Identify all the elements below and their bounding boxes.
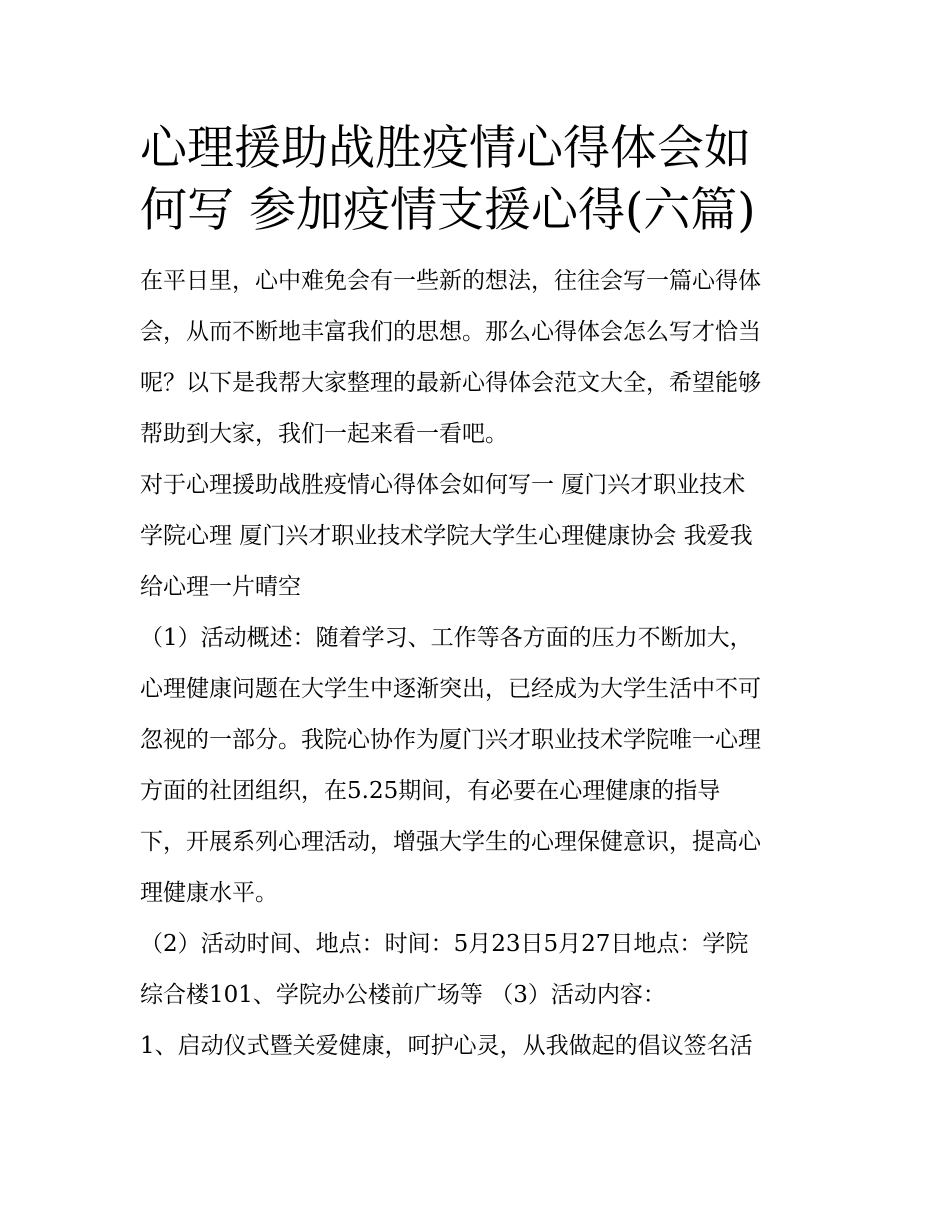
paragraph-line: 心理健康问题在大学生中逐渐突出，已经成为大学生活中不可 — [140, 676, 761, 702]
paragraph-line: （1）活动概述：随着学习、工作等各方面的压力不断加大， — [140, 625, 753, 651]
paragraph-section-one — [140, 460, 820, 613]
paragraph-line: 忽视的一部分。我院心协作为厦门兴才职业技术学院唯一心理 — [140, 727, 761, 753]
paragraph-line: 呢？以下是我帮大家整理的最新心得体会范文大全，希望能够 — [140, 370, 761, 396]
paragraph-activity-item-one — [140, 1021, 820, 1072]
document-body — [140, 118, 820, 1072]
paragraph-line: 1、启动仪式暨关爱健康，呵护心灵，从我做起的倡议签名活 — [140, 1033, 753, 1059]
paragraph-line: （2）活动时间、地点：时间：5月23日5月27日地点：学院 — [140, 931, 749, 957]
title-line-2: 何写 参加疫情支援心得(六篇) — [140, 183, 756, 238]
paragraph-activity-overview — [140, 613, 820, 919]
paragraph-line: 综合楼101、学院办公楼前广场等 （3）活动内容： — [140, 982, 666, 1008]
paragraph-line: 方面的社团组织，在5.25期间，有必要在心理健康的指导 — [140, 778, 721, 804]
paragraph-line: 学院心理 厦门兴才职业技术学院大学生心理健康协会 我爱我 — [140, 523, 753, 549]
document-title — [140, 118, 820, 242]
paragraph-line: 帮助到大家，我们一起来看一看吧。 — [140, 421, 508, 447]
paragraph-line: 理健康水平。 — [140, 880, 278, 906]
paragraph-line: 对于心理援助战胜疫情心得体会如何写一 厦门兴才职业技术 — [140, 472, 746, 498]
paragraph-line: 在平日里，心中难免会有一些新的想法，往往会写一篇心得体 — [140, 268, 761, 294]
paragraph-line: 下，开展系列心理活动，增强大学生的心理保健意识，提高心 — [140, 829, 761, 855]
paragraph-activity-time-place — [140, 919, 820, 1021]
paragraph-line: 给心理一片晴空 — [140, 574, 301, 600]
title-line-1: 心理援助战胜疫情心得体会如 — [140, 121, 751, 176]
paragraph-intro — [140, 256, 820, 460]
paragraph-line: 会，从而不断地丰富我们的思想。那么心得体会怎么写才恰当 — [140, 319, 761, 345]
